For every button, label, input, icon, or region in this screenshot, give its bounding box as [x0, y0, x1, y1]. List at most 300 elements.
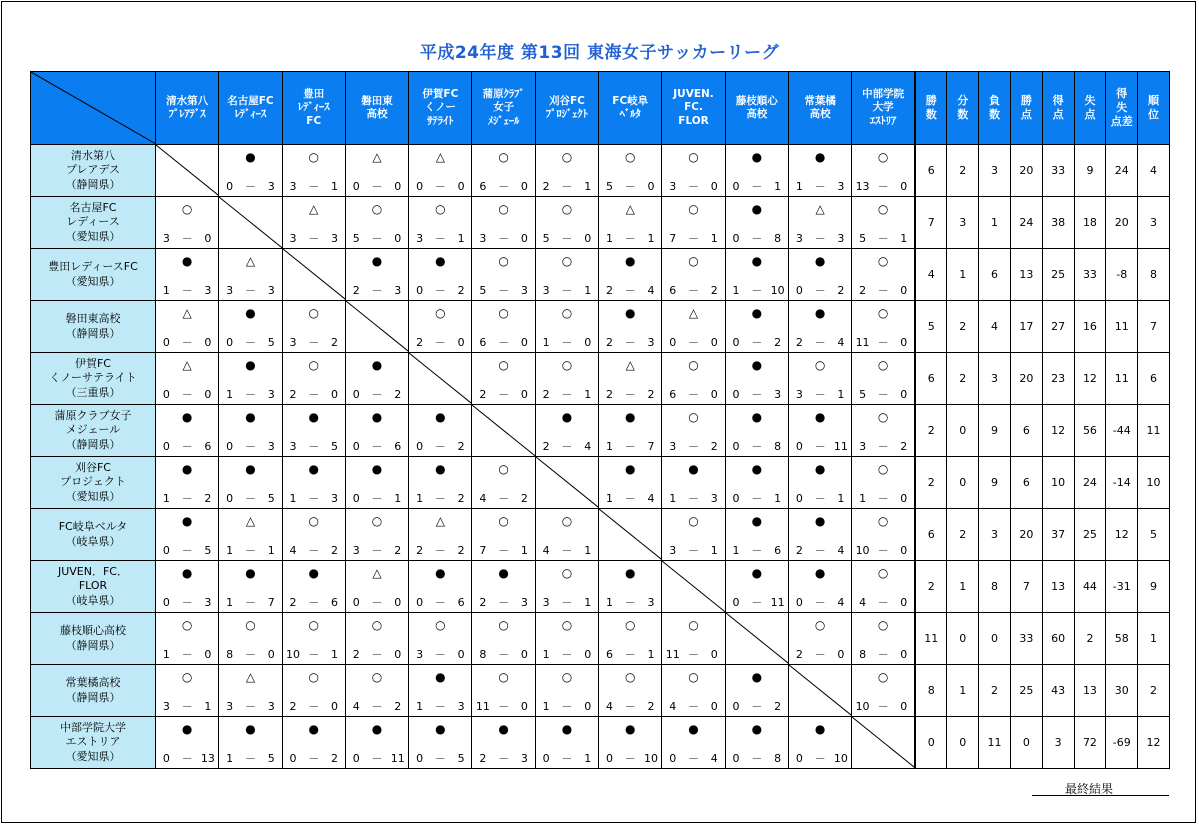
score-for: 0: [162, 336, 170, 349]
result-symbol: ●: [751, 722, 763, 736]
stat-cell: 0: [947, 405, 979, 457]
match-result-cell: [852, 509, 915, 561]
score-against: 3: [520, 596, 528, 609]
score-against: 3: [267, 180, 275, 193]
score-dash: －: [688, 492, 700, 505]
stat-cell: 2: [947, 145, 979, 197]
result-symbol: ○: [308, 358, 319, 372]
score-dash: －: [688, 440, 700, 453]
match-result-cell: [219, 301, 282, 353]
score: [662, 440, 724, 453]
score-for: 2: [605, 284, 613, 297]
score-dash: －: [434, 440, 446, 453]
score-for: 0: [226, 336, 234, 349]
score-for: 2: [416, 336, 424, 349]
score-against: 0: [837, 648, 845, 661]
score-for: 0: [352, 752, 360, 765]
score-for: 6: [605, 648, 613, 661]
score-dash: －: [624, 440, 636, 453]
score-for: 1: [226, 388, 234, 401]
score: [409, 232, 471, 245]
score-for: 1: [226, 596, 234, 609]
match-result-cell: [472, 665, 535, 717]
stat-cell: 2: [915, 457, 947, 509]
match-result-cell: [282, 145, 345, 197]
result-symbol: ○: [308, 306, 319, 320]
match-result-cell: [282, 717, 345, 769]
score: [346, 232, 408, 245]
stat-header: 負 数: [979, 72, 1011, 145]
match-result-cell: [409, 665, 472, 717]
stat-cell: 0: [947, 717, 979, 769]
result-symbol: ○: [308, 670, 319, 684]
score-against: 4: [584, 440, 592, 453]
match-result-cell: [345, 249, 408, 301]
score-for: 0: [416, 180, 424, 193]
score-dash: －: [371, 700, 383, 713]
score-dash: －: [371, 388, 383, 401]
score-against: 0: [710, 180, 718, 193]
score-against: 1: [584, 284, 592, 297]
result-symbol: ○: [498, 150, 509, 164]
stat-cell: 20: [1106, 197, 1138, 249]
score-for: 2: [416, 544, 424, 557]
result-symbol: ●: [814, 150, 826, 164]
match-result-cell: [156, 561, 219, 613]
stat-cell: 27: [1042, 301, 1074, 353]
score-dash: －: [244, 544, 256, 557]
score-for: 10: [855, 544, 870, 557]
score-against: 0: [457, 336, 465, 349]
score-for: 2: [479, 752, 487, 765]
score-dash: －: [244, 388, 256, 401]
stat-cell: 7: [1138, 301, 1170, 353]
score-against: 2: [331, 752, 338, 765]
score: [852, 388, 914, 401]
score-for: 4: [605, 700, 613, 713]
score: [409, 440, 471, 453]
table-row: [31, 613, 1170, 665]
score: [472, 232, 534, 245]
score-against: 2: [647, 700, 655, 713]
score-dash: －: [434, 284, 446, 297]
score-dash: －: [181, 596, 193, 609]
score-for: 1: [416, 492, 424, 505]
result-symbol: ●: [435, 410, 446, 424]
result-symbol: △: [435, 514, 445, 528]
match-result-cell: [409, 301, 472, 353]
result-symbol: ●: [624, 254, 636, 268]
score-for: 5: [542, 232, 550, 245]
match-result-cell: [472, 717, 535, 769]
score-against: 1: [837, 388, 845, 401]
score-dash: －: [814, 232, 826, 245]
score-dash: －: [308, 700, 320, 713]
match-result-cell: [345, 405, 408, 457]
stat-header: 順 位: [1138, 72, 1170, 145]
score-for: 1: [416, 700, 424, 713]
score: [662, 284, 724, 297]
table-row: [31, 197, 1170, 249]
score-dash: －: [751, 440, 763, 453]
score-dash: －: [244, 700, 256, 713]
score: [283, 388, 345, 401]
score: [219, 284, 281, 297]
score-dash: －: [181, 492, 193, 505]
result-symbol: ●: [814, 410, 826, 424]
score-dash: －: [498, 648, 510, 661]
header-row: [31, 72, 1170, 145]
match-result-cell: [282, 509, 345, 561]
match-result-cell: [662, 457, 725, 509]
team-header: JUVEN. FC. FLOR: [662, 72, 725, 145]
team-name-cell: 磐田東高校 （静岡県）: [31, 301, 156, 353]
score-against: 3: [520, 752, 528, 765]
match-result-cell: [725, 405, 788, 457]
score-dash: －: [561, 700, 573, 713]
result-symbol: ●: [751, 566, 763, 580]
result-symbol: ○: [561, 566, 573, 580]
score: [156, 544, 218, 557]
match-result-cell: [282, 457, 345, 509]
score-for: 1: [162, 648, 170, 661]
result-symbol: ●: [435, 254, 446, 268]
match-result-cell: [282, 665, 345, 717]
score-dash: －: [434, 544, 446, 557]
score-for: 4: [479, 492, 487, 505]
score-against: 0: [647, 180, 655, 193]
match-result-cell: [662, 353, 725, 405]
stat-cell: 11: [1106, 301, 1138, 353]
result-symbol: ○: [624, 618, 636, 632]
stat-cell: 5: [1138, 509, 1170, 561]
result-symbol: ●: [751, 462, 763, 476]
score-for: 2: [605, 336, 613, 349]
table-row: [31, 717, 1170, 769]
score-dash: －: [814, 544, 826, 557]
result-symbol: ○: [561, 150, 573, 164]
score-dash: －: [814, 180, 826, 193]
score-for: 0: [416, 284, 424, 297]
score-dash: －: [877, 700, 889, 713]
score-dash: －: [624, 284, 636, 297]
result-symbol: ●: [561, 410, 573, 424]
score-dash: －: [561, 284, 573, 297]
score: [852, 648, 914, 661]
score-for: 1: [605, 232, 613, 245]
stat-cell: 7: [915, 197, 947, 249]
score-for: 3: [669, 440, 677, 453]
score: [219, 752, 281, 765]
stat-cell: 9: [1074, 145, 1106, 197]
stat-cell: 2: [947, 509, 979, 561]
result-symbol: ●: [624, 566, 636, 580]
score-dash: －: [877, 388, 889, 401]
match-result-cell: [725, 717, 788, 769]
score-for: 3: [416, 648, 424, 661]
result-symbol: ○: [688, 150, 699, 164]
score-against: 0: [331, 388, 338, 401]
score: [409, 596, 471, 609]
stat-cell: 12: [1106, 509, 1138, 561]
team-header: 常葉橘 高校: [788, 72, 851, 145]
team-name-cell: 伊賀FC くノーサテライト （三重県）: [31, 353, 156, 405]
score-dash: －: [877, 336, 889, 349]
score: [852, 232, 914, 245]
result-symbol: ○: [877, 254, 889, 268]
match-result-cell: [662, 249, 725, 301]
match-result-cell: [852, 145, 915, 197]
result-symbol: ○: [371, 618, 383, 632]
score: [156, 752, 218, 765]
stat-cell: 25: [1074, 509, 1106, 561]
score-against: 0: [584, 648, 592, 661]
score-for: 3: [795, 232, 803, 245]
score-against: 2: [520, 492, 528, 505]
team-name-cell: FC岐阜ベルタ （岐阜県）: [31, 509, 156, 561]
result-symbol: ●: [814, 514, 826, 528]
score-for: 4: [289, 544, 297, 557]
score-dash: －: [688, 336, 700, 349]
match-result-cell: [599, 301, 662, 353]
match-result-cell: [472, 197, 535, 249]
match-result-cell: [282, 197, 345, 249]
score-against: 7: [267, 596, 275, 609]
score-dash: －: [688, 544, 700, 557]
stat-cell: -8: [1106, 249, 1138, 301]
match-result-cell: [472, 145, 535, 197]
result-symbol: ○: [877, 462, 889, 476]
score-dash: －: [498, 596, 510, 609]
score-against: 5: [267, 492, 275, 505]
score-against: 1: [837, 492, 845, 505]
match-result-cell: [599, 249, 662, 301]
score-dash: －: [308, 440, 320, 453]
score-for: 1: [542, 336, 550, 349]
match-result-cell: [788, 509, 851, 561]
score: [536, 596, 598, 609]
stat-cell: 16: [1074, 301, 1106, 353]
score-against: 4: [647, 492, 655, 505]
stat-cell: 24: [1106, 145, 1138, 197]
result-symbol: ●: [814, 566, 826, 580]
match-result-cell: [852, 405, 915, 457]
result-symbol: ●: [751, 254, 763, 268]
score-against: 0: [900, 336, 908, 349]
score-for: 3: [669, 180, 677, 193]
match-result-cell: [599, 613, 662, 665]
score-against: 1: [584, 544, 592, 557]
match-result-cell: [156, 249, 219, 301]
score-against: 2: [457, 440, 465, 453]
score-for: 1: [732, 284, 740, 297]
score-dash: －: [877, 284, 889, 297]
score: [536, 180, 598, 193]
score-for: 0: [352, 596, 360, 609]
score-against: 0: [394, 180, 402, 193]
match-result-cell: [662, 405, 725, 457]
score-for: 8: [859, 648, 867, 661]
result-symbol: ●: [308, 566, 319, 580]
score: [726, 596, 788, 609]
score-dash: －: [181, 232, 193, 245]
score: [472, 596, 534, 609]
self-match-cell: [662, 561, 725, 613]
stat-cell: 37: [1042, 509, 1074, 561]
score-against: 2: [394, 388, 402, 401]
score-for: 0: [732, 336, 740, 349]
self-match-cell: [788, 665, 851, 717]
score-against: 6: [394, 440, 402, 453]
score-against: 5: [331, 440, 338, 453]
match-result-cell: [156, 405, 219, 457]
score-dash: －: [244, 284, 256, 297]
result-symbol: ●: [181, 462, 193, 476]
team-name-cell: JUVEN．FC． FLOR （岐阜県）: [31, 561, 156, 613]
stat-cell: 43: [1042, 665, 1074, 717]
match-result-cell: [662, 509, 725, 561]
score: [789, 648, 851, 661]
score: [852, 440, 914, 453]
result-symbol: △: [245, 514, 256, 528]
self-match-cell: [156, 145, 219, 197]
score-dash: －: [308, 648, 320, 661]
result-symbol: ○: [371, 514, 383, 528]
score: [346, 700, 408, 713]
score-dash: －: [244, 752, 256, 765]
result-symbol: ○: [561, 514, 573, 528]
stat-cell: 60: [1042, 613, 1074, 665]
result-symbol: ●: [181, 722, 193, 736]
team-header: 磐田東 高校: [345, 72, 408, 145]
score-for: 5: [479, 284, 487, 297]
result-symbol: △: [435, 150, 445, 164]
score-dash: －: [814, 388, 826, 401]
score-dash: －: [688, 648, 700, 661]
score-dash: －: [751, 232, 763, 245]
score-for: 0: [732, 440, 740, 453]
stat-cell: 33: [1074, 249, 1106, 301]
score-dash: －: [561, 544, 573, 557]
score-for: 0: [162, 440, 170, 453]
score-dash: －: [751, 596, 763, 609]
score: [219, 648, 281, 661]
score-against: 3: [837, 180, 845, 193]
result-symbol: ○: [308, 150, 319, 164]
score-dash: －: [877, 596, 889, 609]
result-symbol: ●: [561, 722, 573, 736]
match-result-cell: [852, 457, 915, 509]
score: [283, 648, 345, 661]
match-result-cell: [535, 613, 598, 665]
score-against: 3: [267, 388, 275, 401]
score-against: 4: [837, 596, 845, 609]
result-symbol: ○: [308, 618, 319, 632]
score-for: 11: [665, 648, 680, 661]
score-against: 0: [204, 336, 212, 349]
team-header: 豊田 ﾚﾃﾞｨｰｽ FC: [282, 72, 345, 145]
score-against: 10: [643, 752, 658, 765]
score-dash: －: [181, 544, 193, 557]
result-symbol: △: [245, 254, 256, 268]
score-for: 2: [859, 284, 867, 297]
result-symbol: △: [688, 306, 699, 320]
table-row: [31, 665, 1170, 717]
stat-cell: 5: [915, 301, 947, 353]
score-dash: －: [434, 700, 446, 713]
result-symbol: ○: [877, 566, 889, 580]
score-for: 8: [226, 648, 234, 661]
score: [219, 388, 281, 401]
score-against: 0: [520, 700, 528, 713]
score-against: 3: [520, 284, 528, 297]
team-header: 藤枝順心 高校: [725, 72, 788, 145]
stat-cell: 0: [947, 613, 979, 665]
match-result-cell: [852, 197, 915, 249]
score-dash: －: [371, 544, 383, 557]
score: [599, 284, 661, 297]
score: [726, 752, 788, 765]
score: [409, 648, 471, 661]
match-result-cell: [535, 353, 598, 405]
score-for: 0: [162, 596, 170, 609]
score-dash: －: [498, 284, 510, 297]
score-dash: －: [244, 648, 256, 661]
score-against: 2: [774, 336, 782, 349]
score-dash: －: [308, 596, 320, 609]
score: [156, 492, 218, 505]
score-against: 10: [833, 752, 848, 765]
score-for: 3: [226, 284, 234, 297]
score-for: 2: [542, 180, 550, 193]
score: [472, 388, 534, 401]
score-against: 1: [457, 232, 465, 245]
score: [346, 284, 408, 297]
stat-cell: 7: [1010, 561, 1042, 613]
stat-cell: 1: [947, 561, 979, 613]
score-for: 0: [226, 492, 234, 505]
match-result-cell: [725, 561, 788, 613]
score-for: 0: [795, 596, 803, 609]
score-dash: －: [244, 492, 256, 505]
score: [472, 700, 534, 713]
result-symbol: ○: [688, 358, 699, 372]
match-result-cell: [788, 717, 851, 769]
stat-cell: 13: [1042, 561, 1074, 613]
score-against: 0: [710, 336, 718, 349]
result-symbol: ●: [181, 410, 193, 424]
stat-cell: 2: [915, 405, 947, 457]
score-against: 6: [204, 440, 212, 453]
match-result-cell: [472, 561, 535, 613]
score-against: 0: [900, 648, 908, 661]
match-result-cell: [535, 509, 598, 561]
self-match-cell: [345, 301, 408, 353]
result-symbol: ○: [624, 150, 636, 164]
score-dash: －: [308, 544, 320, 557]
stat-cell: 3: [979, 353, 1011, 405]
stat-cell: 10: [1138, 457, 1170, 509]
result-symbol: ○: [435, 306, 446, 320]
score-for: 2: [795, 336, 803, 349]
score-for: 0: [162, 388, 170, 401]
score: [536, 232, 598, 245]
score-dash: －: [371, 180, 383, 193]
score-against: 1: [204, 700, 212, 713]
table-row: [31, 353, 1170, 405]
score-against: 0: [204, 232, 212, 245]
score-dash: －: [624, 388, 636, 401]
